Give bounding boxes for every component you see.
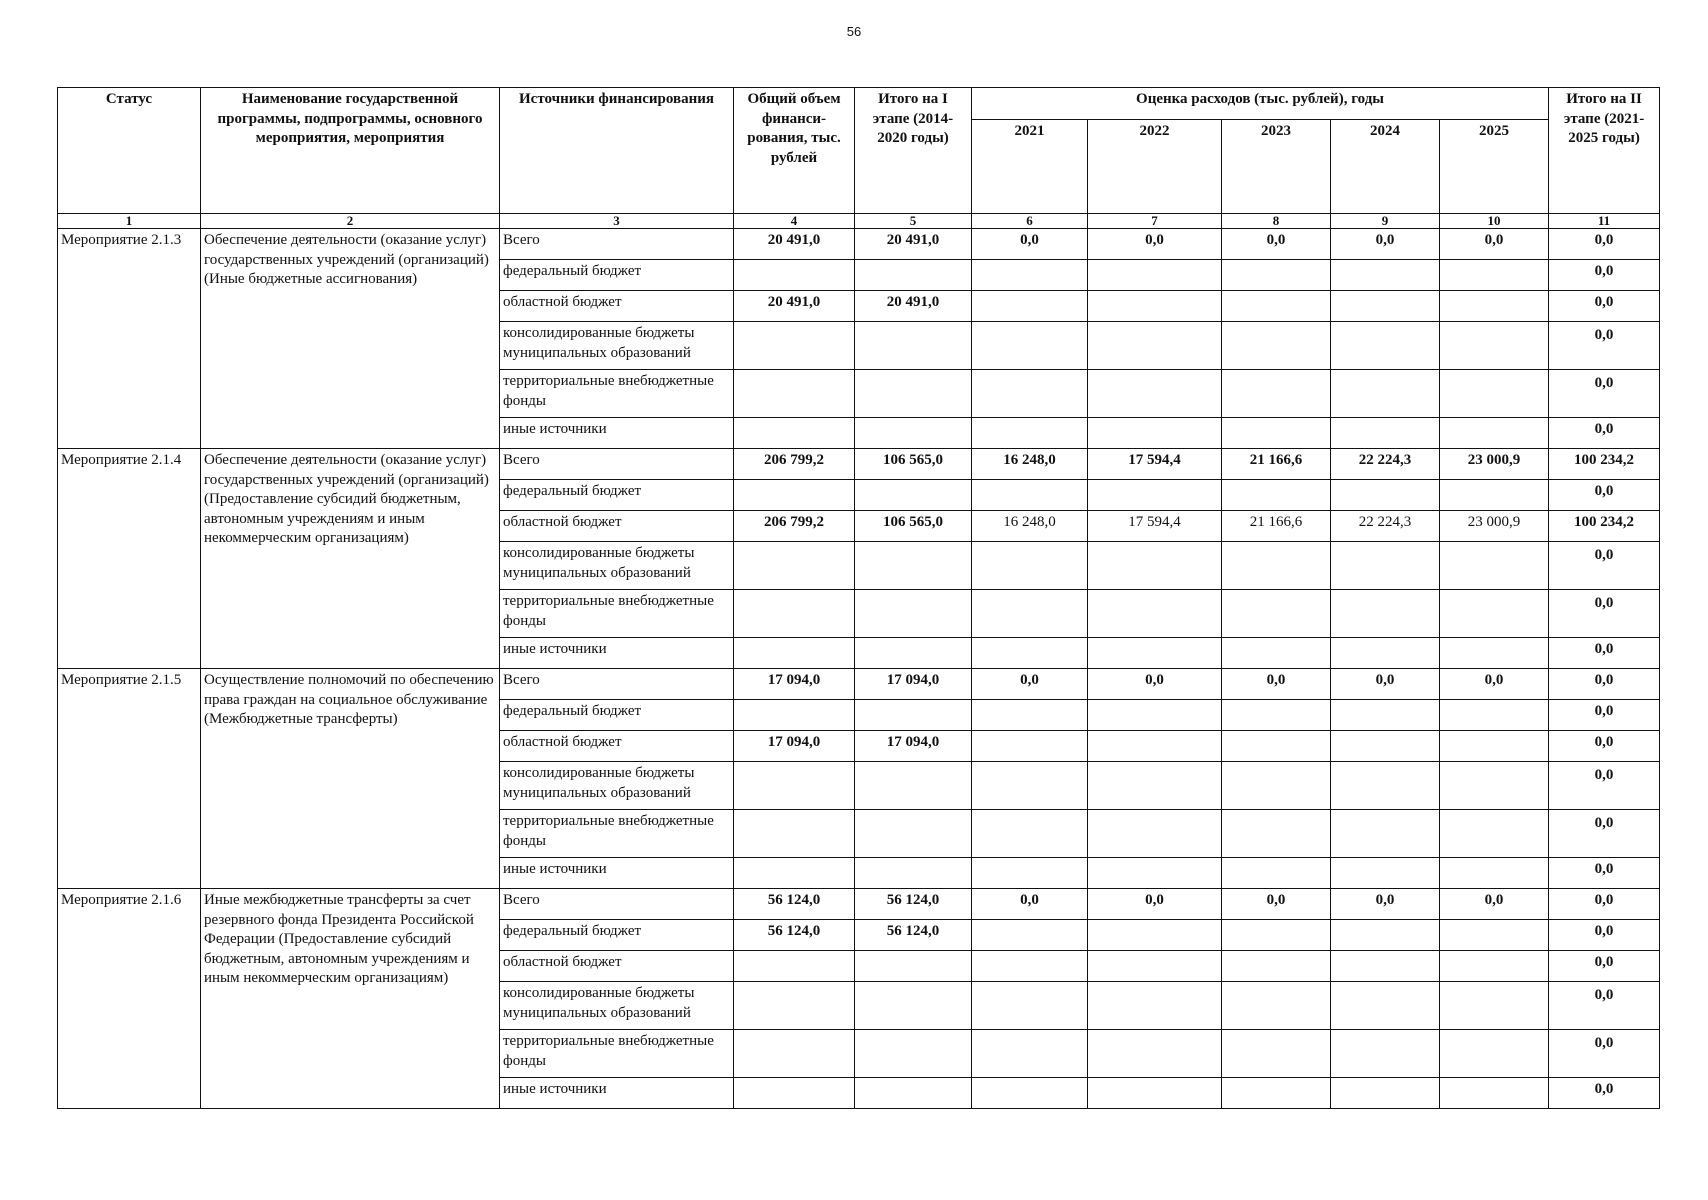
funding-source: Всего <box>500 229 734 260</box>
year-amount <box>1088 951 1222 982</box>
year-amount: 0,0 <box>1331 669 1440 700</box>
stage2-amount: 100 234,2 <box>1549 449 1660 480</box>
funding-source: иные источники <box>500 638 734 669</box>
year-amount <box>1088 542 1222 590</box>
year-amount <box>972 1030 1088 1078</box>
year-amount <box>1222 542 1331 590</box>
stage1-amount: 17 094,0 <box>855 669 972 700</box>
stage1-amount <box>855 762 972 810</box>
stage2-amount: 0,0 <box>1549 260 1660 291</box>
year-amount <box>1331 1030 1440 1078</box>
funding-source: консолидированные бюджеты муниципальных образований <box>500 762 734 810</box>
stage1-amount: 56 124,0 <box>855 920 972 951</box>
year-amount <box>1331 322 1440 370</box>
total-amount <box>734 810 855 858</box>
total-amount: 20 491,0 <box>734 291 855 322</box>
event-name: Обеспечение деятельности (оказание услуг) государственных учреждений (организаций) (Иные бюджетные ассигнования) <box>201 229 500 449</box>
funding-source: областной бюджет <box>500 731 734 762</box>
funding-source: иные источники <box>500 1078 734 1109</box>
year-amount: 21 166,6 <box>1222 449 1331 480</box>
event-name: Иные межбюджетные трансферты за счет резервного фонда Президента Российской Федерации (Предоставление субсидий бюджетным, автономным учреждениям и иным некоммерческим организациям) <box>201 889 500 1109</box>
year-amount <box>972 858 1088 889</box>
funding-source: федеральный бюджет <box>500 700 734 731</box>
funding-source: территориальные внебюджетные фонды <box>500 590 734 638</box>
stage1-amount <box>855 810 972 858</box>
funding-source: территориальные внебюджетные фонды <box>500 810 734 858</box>
year-amount <box>1331 291 1440 322</box>
year-amount: 0,0 <box>1331 889 1440 920</box>
column-number: 7 <box>1088 214 1222 229</box>
year-amount <box>1440 700 1549 731</box>
column-number: 11 <box>1549 214 1660 229</box>
total-amount <box>734 370 855 418</box>
header-year: 2021 <box>972 120 1088 214</box>
year-amount <box>1088 920 1222 951</box>
year-amount: 0,0 <box>1331 229 1440 260</box>
stage2-amount: 0,0 <box>1549 590 1660 638</box>
total-amount: 17 094,0 <box>734 731 855 762</box>
total-amount <box>734 590 855 638</box>
year-amount <box>1088 370 1222 418</box>
year-amount <box>1088 1030 1222 1078</box>
year-amount: 23 000,9 <box>1440 449 1549 480</box>
year-amount <box>1222 418 1331 449</box>
year-amount <box>1331 260 1440 291</box>
year-amount: 17 594,4 <box>1088 511 1222 542</box>
stage2-amount: 0,0 <box>1549 762 1660 810</box>
year-amount <box>972 920 1088 951</box>
total-amount <box>734 982 855 1030</box>
table-body <box>58 229 1660 1109</box>
year-amount <box>1222 291 1331 322</box>
year-amount <box>1222 370 1331 418</box>
year-amount <box>1088 810 1222 858</box>
header-status: Статус <box>58 88 201 214</box>
stage2-amount: 0,0 <box>1549 810 1660 858</box>
year-amount <box>1088 260 1222 291</box>
stage2-amount: 0,0 <box>1549 920 1660 951</box>
year-amount <box>1088 762 1222 810</box>
year-amount <box>1088 480 1222 511</box>
stage2-amount: 0,0 <box>1549 951 1660 982</box>
stage1-amount <box>855 418 972 449</box>
total-amount <box>734 638 855 669</box>
year-amount: 16 248,0 <box>972 449 1088 480</box>
header-name: Наименование государственной программы, подпрограммы, основного мероприятия, мероприятия <box>201 88 500 214</box>
stage2-amount: 0,0 <box>1549 638 1660 669</box>
stage1-amount <box>855 370 972 418</box>
year-amount: 21 166,6 <box>1222 511 1331 542</box>
year-amount <box>972 1078 1088 1109</box>
year-amount <box>1331 920 1440 951</box>
year-amount <box>1440 858 1549 889</box>
funding-source: консолидированные бюджеты муниципальных образований <box>500 982 734 1030</box>
total-amount: 56 124,0 <box>734 889 855 920</box>
year-amount <box>1440 322 1549 370</box>
year-amount <box>972 322 1088 370</box>
year-amount <box>972 638 1088 669</box>
year-amount <box>1331 480 1440 511</box>
total-amount <box>734 762 855 810</box>
year-amount: 16 248,0 <box>972 511 1088 542</box>
year-amount: 22 224,3 <box>1331 449 1440 480</box>
year-amount <box>1088 638 1222 669</box>
year-amount <box>1222 1030 1331 1078</box>
column-number: 8 <box>1222 214 1331 229</box>
funding-source: областной бюджет <box>500 951 734 982</box>
stage2-amount: 0,0 <box>1549 982 1660 1030</box>
year-amount: 0,0 <box>1222 669 1331 700</box>
header-total: Общий объем финанси-рования, тыс. рублей <box>734 88 855 214</box>
stage1-amount <box>855 700 972 731</box>
stage2-amount: 0,0 <box>1549 291 1660 322</box>
total-amount <box>734 951 855 982</box>
stage1-amount <box>855 982 972 1030</box>
year-amount <box>1222 982 1331 1030</box>
year-amount <box>1088 291 1222 322</box>
table-row <box>58 669 1660 700</box>
column-number: 6 <box>972 214 1088 229</box>
year-amount <box>1331 1078 1440 1109</box>
header-stage1: Итого на I этапе (2014-2020 годы) <box>855 88 972 214</box>
total-amount <box>734 700 855 731</box>
year-amount <box>972 700 1088 731</box>
year-amount <box>1222 920 1331 951</box>
stage1-amount: 106 565,0 <box>855 449 972 480</box>
header-year: 2023 <box>1222 120 1331 214</box>
table-row <box>58 889 1660 920</box>
year-amount <box>972 480 1088 511</box>
stage2-amount: 0,0 <box>1549 669 1660 700</box>
total-amount <box>734 418 855 449</box>
year-amount <box>972 731 1088 762</box>
page-number: 56 <box>846 24 862 39</box>
header-source: Источники финансирования <box>500 88 734 214</box>
year-amount: 0,0 <box>972 669 1088 700</box>
year-amount <box>1440 542 1549 590</box>
year-amount <box>1222 480 1331 511</box>
year-amount <box>1331 858 1440 889</box>
year-amount <box>972 951 1088 982</box>
total-amount <box>734 542 855 590</box>
year-amount: 0,0 <box>1088 889 1222 920</box>
event-status: Мероприятие 2.1.6 <box>58 889 201 1109</box>
stage1-amount <box>855 480 972 511</box>
funding-source: территориальные внебюджетные фонды <box>500 370 734 418</box>
column-number: 10 <box>1440 214 1549 229</box>
year-amount <box>1088 731 1222 762</box>
year-amount <box>1222 762 1331 810</box>
stage1-amount: 20 491,0 <box>855 291 972 322</box>
header-year: 2025 <box>1440 120 1549 214</box>
year-amount: 0,0 <box>1222 889 1331 920</box>
stage1-amount <box>855 951 972 982</box>
stage1-amount: 17 094,0 <box>855 731 972 762</box>
column-number: 3 <box>500 214 734 229</box>
column-number-row <box>58 214 1660 229</box>
year-amount <box>1222 858 1331 889</box>
stage2-amount: 100 234,2 <box>1549 511 1660 542</box>
year-amount <box>1440 480 1549 511</box>
funding-source: областной бюджет <box>500 511 734 542</box>
stage1-amount <box>855 590 972 638</box>
year-amount <box>1440 920 1549 951</box>
stage2-amount: 0,0 <box>1549 1030 1660 1078</box>
table-row <box>58 229 1660 260</box>
year-amount <box>1331 951 1440 982</box>
year-amount <box>1331 590 1440 638</box>
stage2-amount: 0,0 <box>1549 480 1660 511</box>
year-amount <box>972 810 1088 858</box>
total-amount: 17 094,0 <box>734 669 855 700</box>
total-amount <box>734 1030 855 1078</box>
funding-source: иные источники <box>500 858 734 889</box>
total-amount <box>734 480 855 511</box>
funding-source: Всего <box>500 889 734 920</box>
year-amount <box>1088 700 1222 731</box>
year-amount <box>1440 762 1549 810</box>
year-amount <box>972 260 1088 291</box>
year-amount <box>1440 638 1549 669</box>
total-amount: 206 799,2 <box>734 511 855 542</box>
event-status: Мероприятие 2.1.4 <box>58 449 201 669</box>
total-amount <box>734 858 855 889</box>
column-number: 1 <box>58 214 201 229</box>
year-amount <box>972 291 1088 322</box>
funding-source: федеральный бюджет <box>500 920 734 951</box>
year-amount <box>1331 370 1440 418</box>
year-amount <box>1088 590 1222 638</box>
total-amount <box>734 322 855 370</box>
column-number: 4 <box>734 214 855 229</box>
year-amount <box>1222 322 1331 370</box>
stage2-amount: 0,0 <box>1549 731 1660 762</box>
year-amount <box>972 370 1088 418</box>
funding-source: территориальные внебюджетные фонды <box>500 1030 734 1078</box>
year-amount <box>1222 1078 1331 1109</box>
year-amount <box>1331 762 1440 810</box>
year-amount: 0,0 <box>1440 669 1549 700</box>
year-amount: 17 594,4 <box>1088 449 1222 480</box>
year-amount <box>1088 418 1222 449</box>
year-amount <box>1088 322 1222 370</box>
year-amount <box>1331 810 1440 858</box>
event-name: Обеспечение деятельности (оказание услуг) государственных учреждений (организаций) (Предоставление субсидий бюджетным, автономным учреждениям и иным некоммерческим организациям) <box>201 449 500 669</box>
year-amount: 0,0 <box>1088 669 1222 700</box>
funding-source: областной бюджет <box>500 291 734 322</box>
year-amount <box>1440 590 1549 638</box>
year-amount <box>972 982 1088 1030</box>
total-amount: 20 491,0 <box>734 229 855 260</box>
funding-source: консолидированные бюджеты муниципальных образований <box>500 322 734 370</box>
year-amount <box>1331 700 1440 731</box>
year-amount <box>1440 731 1549 762</box>
funding-source: иные источники <box>500 418 734 449</box>
year-amount: 0,0 <box>1222 229 1331 260</box>
funding-source: федеральный бюджет <box>500 480 734 511</box>
event-name: Осуществление полномочий по обеспечению права граждан на социальное обслуживание (Межбюджетные трансферты) <box>201 669 500 889</box>
year-amount <box>1331 982 1440 1030</box>
year-amount <box>1331 731 1440 762</box>
funding-source: консолидированные бюджеты муниципальных образований <box>500 542 734 590</box>
stage1-amount <box>855 322 972 370</box>
total-amount <box>734 1078 855 1109</box>
year-amount <box>1440 951 1549 982</box>
year-amount <box>1440 1078 1549 1109</box>
column-number: 2 <box>201 214 500 229</box>
funding-source: Всего <box>500 669 734 700</box>
year-amount <box>1440 1030 1549 1078</box>
stage2-amount: 0,0 <box>1549 322 1660 370</box>
stage2-amount: 0,0 <box>1549 418 1660 449</box>
year-amount <box>972 762 1088 810</box>
year-amount <box>1331 418 1440 449</box>
year-amount <box>1440 260 1549 291</box>
stage2-amount: 0,0 <box>1549 229 1660 260</box>
header-estimate: Оценка расходов (тыс. рублей), годы <box>972 88 1549 120</box>
stage1-amount <box>855 858 972 889</box>
year-amount <box>1222 590 1331 638</box>
year-amount: 0,0 <box>1440 889 1549 920</box>
year-amount <box>1222 638 1331 669</box>
year-amount <box>1222 810 1331 858</box>
year-amount <box>1088 982 1222 1030</box>
year-amount: 0,0 <box>1088 229 1222 260</box>
year-amount <box>1222 951 1331 982</box>
total-amount: 206 799,2 <box>734 449 855 480</box>
stage1-amount <box>855 542 972 590</box>
year-amount <box>972 590 1088 638</box>
year-amount <box>972 542 1088 590</box>
year-amount <box>1222 731 1331 762</box>
year-amount <box>1440 291 1549 322</box>
year-amount <box>972 418 1088 449</box>
total-amount <box>734 260 855 291</box>
year-amount <box>1440 370 1549 418</box>
stage1-amount <box>855 260 972 291</box>
stage2-amount: 0,0 <box>1549 700 1660 731</box>
header-stage2: Итого на II этапе (2021-2025 годы) <box>1549 88 1660 214</box>
year-amount <box>1331 638 1440 669</box>
stage1-amount: 56 124,0 <box>855 889 972 920</box>
year-amount <box>1088 1078 1222 1109</box>
year-amount: 23 000,9 <box>1440 511 1549 542</box>
stage1-amount <box>855 1078 972 1109</box>
year-amount <box>1222 260 1331 291</box>
year-amount <box>1440 982 1549 1030</box>
stage1-amount: 20 491,0 <box>855 229 972 260</box>
stage2-amount: 0,0 <box>1549 889 1660 920</box>
year-amount: 0,0 <box>972 229 1088 260</box>
funding-source: Всего <box>500 449 734 480</box>
header-year: 2022 <box>1088 120 1222 214</box>
stage1-amount <box>855 638 972 669</box>
funding-source: федеральный бюджет <box>500 260 734 291</box>
year-amount <box>1222 700 1331 731</box>
year-amount: 22 224,3 <box>1331 511 1440 542</box>
budget-table <box>57 87 1660 1109</box>
year-amount: 0,0 <box>972 889 1088 920</box>
stage1-amount <box>855 1030 972 1078</box>
stage2-amount: 0,0 <box>1549 542 1660 590</box>
year-amount <box>1440 810 1549 858</box>
event-status: Мероприятие 2.1.5 <box>58 669 201 889</box>
table-row <box>58 449 1660 480</box>
header-year: 2024 <box>1331 120 1440 214</box>
stage1-amount: 106 565,0 <box>855 511 972 542</box>
year-amount <box>1088 858 1222 889</box>
year-amount <box>1440 418 1549 449</box>
column-number: 9 <box>1331 214 1440 229</box>
event-status: Мероприятие 2.1.3 <box>58 229 201 449</box>
stage2-amount: 0,0 <box>1549 1078 1660 1109</box>
stage2-amount: 0,0 <box>1549 858 1660 889</box>
column-number: 5 <box>855 214 972 229</box>
total-amount: 56 124,0 <box>734 920 855 951</box>
year-amount <box>1331 542 1440 590</box>
year-amount: 0,0 <box>1440 229 1549 260</box>
stage2-amount: 0,0 <box>1549 370 1660 418</box>
